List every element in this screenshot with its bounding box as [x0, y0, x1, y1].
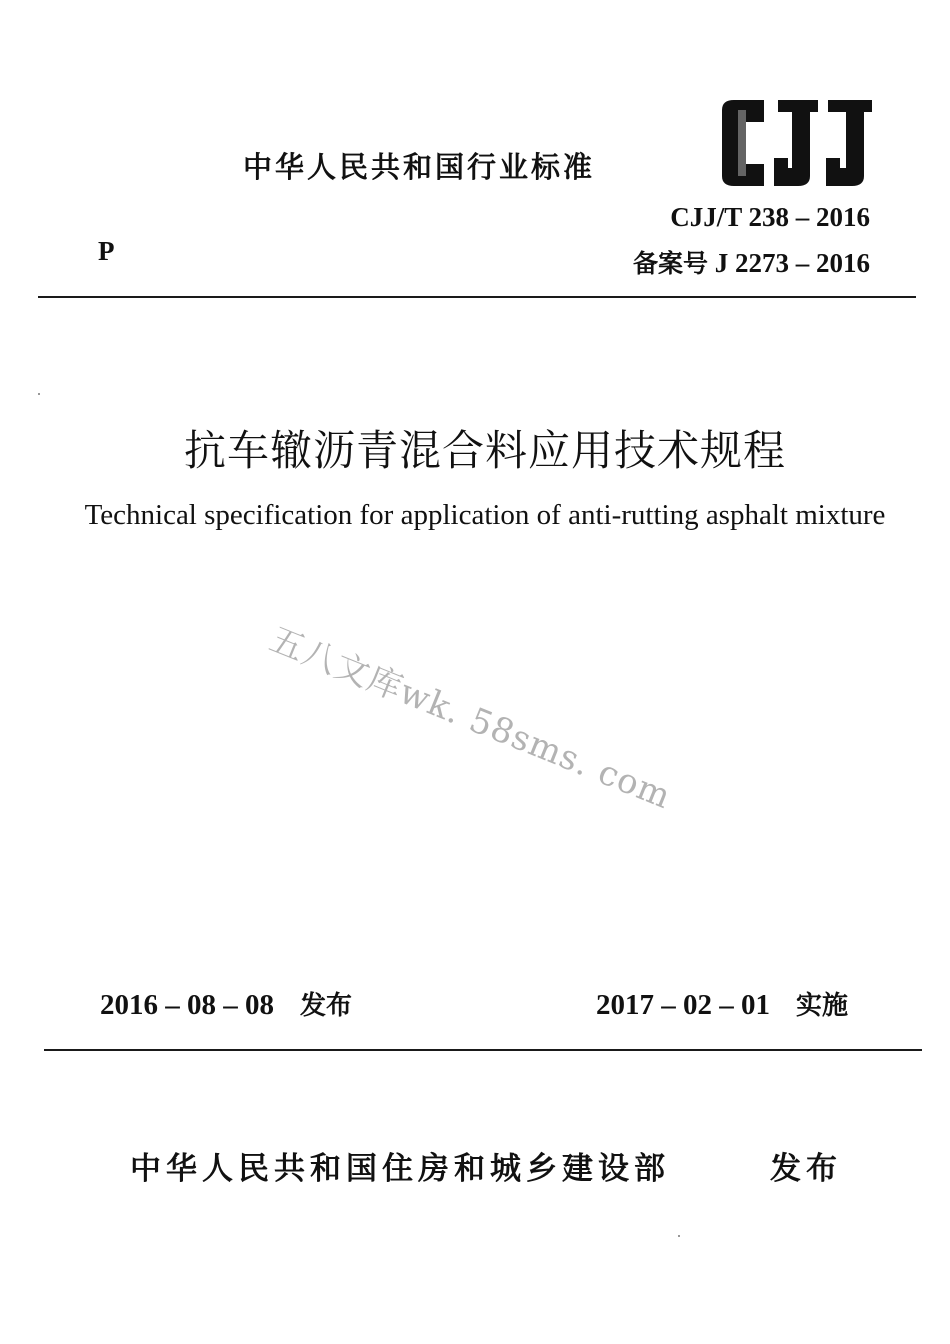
title-english: Technical specification for application of anti-rutting asphalt mixture	[84, 499, 886, 531]
bottom-divider	[44, 1049, 922, 1051]
cjj-logo	[712, 98, 874, 188]
issuer-name: 中华人民共和国住房和城乡建设部	[130, 1151, 670, 1187]
scan-speck	[38, 393, 40, 395]
standard-number: CJJ/T 238 – 2016	[670, 202, 870, 232]
implement-label: 实施	[796, 991, 849, 1021]
industry-standard-heading: 中华人民共和国行业标准	[243, 150, 596, 184]
title-chinese: 抗车辙沥青混合料应用技术规程	[183, 426, 786, 475]
record-number: J 2273 – 2016	[714, 248, 870, 278]
issue-date-line	[100, 985, 352, 1022]
record-number-line	[633, 244, 870, 280]
issue-date: 2016 – 08 – 08	[100, 989, 274, 1021]
record-label: 备案号	[632, 249, 708, 278]
issue-label: 发布	[300, 991, 353, 1021]
implement-date-line	[596, 985, 848, 1022]
category-code: P	[98, 236, 115, 266]
issuer-label: 发布	[770, 1151, 842, 1187]
top-divider	[38, 296, 916, 298]
scan-speck	[678, 1235, 680, 1237]
watermark-text: 五八文库wk. 58sms. com	[264, 619, 677, 818]
implement-date: 2017 – 02 – 01	[596, 989, 770, 1021]
